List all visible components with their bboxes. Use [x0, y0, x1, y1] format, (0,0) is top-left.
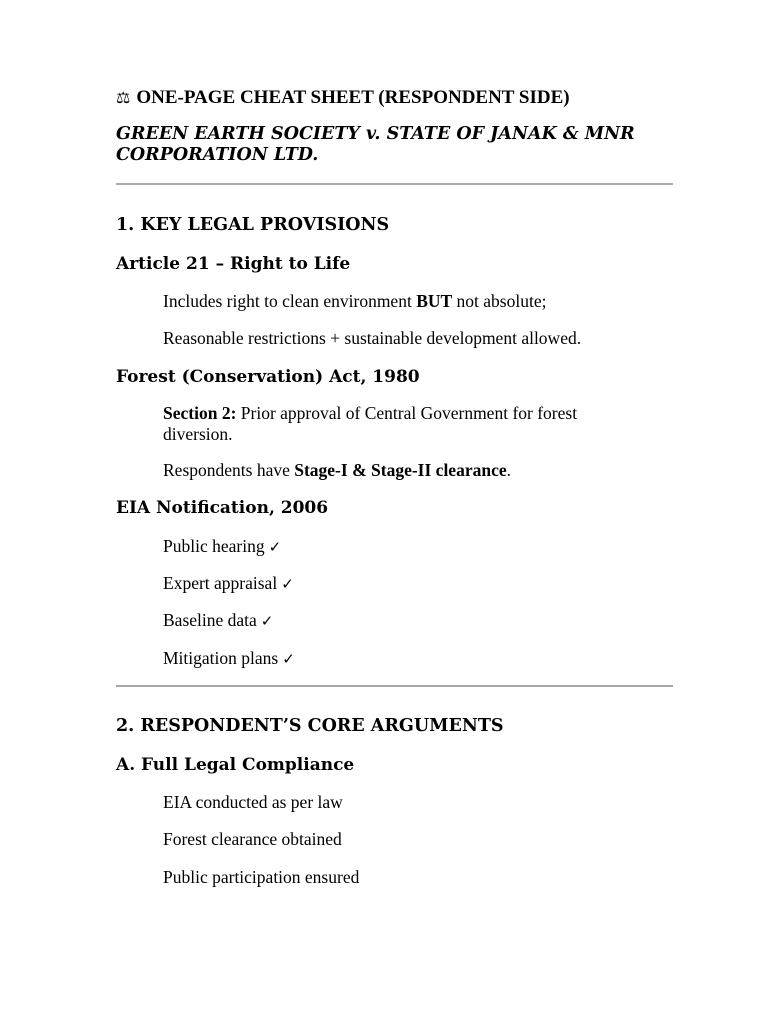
check-icon: ✓ — [268, 538, 282, 556]
case-name: GREEN EARTH SOCIETY v. STATE OF JANAK & MNR CORPORATION LTD. — [116, 124, 635, 165]
eia-item-text: Mitigation plans — [163, 648, 279, 668]
compliance-item: EIA conducted as per law — [163, 792, 343, 812]
scales-icon: ⚖ — [116, 88, 131, 107]
article21-item-1-text: Includes right to clean environment — [163, 291, 417, 311]
divider — [116, 183, 673, 185]
forest-act-item-2-text: Respondents have — [163, 460, 295, 480]
eia-item-text: Expert appraisal — [163, 573, 278, 593]
forest-act-item-2-tail: . — [506, 460, 511, 480]
article21-item-2: Reasonable restrictions + sustainable development allowed. — [163, 328, 582, 348]
article21-item-1-emphasis: BUT — [416, 291, 453, 311]
compliance-item: Forest clearance obtained — [163, 829, 342, 849]
forest-act-item-1 — [163, 403, 633, 445]
check-icon: ✓ — [282, 650, 295, 668]
eia-item-text: Public hearing — [163, 536, 265, 556]
divider — [116, 685, 673, 687]
article21-item-1 — [163, 291, 633, 312]
section-heading-legal-provisions: 1. KEY LEGAL PROVISIONS — [116, 215, 390, 235]
subheading-eia: EIA Notification, 2006 — [116, 498, 329, 518]
eia-item — [163, 648, 633, 670]
page-title — [116, 86, 570, 110]
eia-item — [163, 610, 633, 632]
subheading-article-21: Article 21 – Right to Life — [116, 254, 351, 274]
forest-act-item-2 — [163, 460, 633, 481]
forest-act-item-1-text: Prior approval of Central Government for forest diversion. — [163, 403, 578, 444]
compliance-item: Public participation ensured — [163, 867, 360, 887]
check-icon: ✓ — [260, 612, 274, 630]
eia-item — [163, 536, 633, 558]
check-icon: ✓ — [281, 575, 294, 593]
eia-item-text: Baseline data — [163, 610, 257, 630]
page-title-text: ONE-PAGE CHEAT SHEET (RESPONDENT SIDE) — [136, 87, 570, 108]
forest-act-item-1-label: Section 2: — [163, 403, 237, 423]
subheading-legal-compliance: A. Full Legal Compliance — [116, 755, 355, 775]
subheading-forest-act: Forest (Conservation) Act, 1980 — [116, 367, 420, 387]
forest-act-item-2-emphasis: Stage-I & Stage-II clearance — [294, 460, 507, 480]
eia-item — [163, 573, 633, 595]
section-heading-core-arguments: 2. RESPONDENT’S CORE ARGUMENTS — [116, 716, 504, 736]
article21-item-1-tail: not absolute; — [452, 291, 547, 311]
